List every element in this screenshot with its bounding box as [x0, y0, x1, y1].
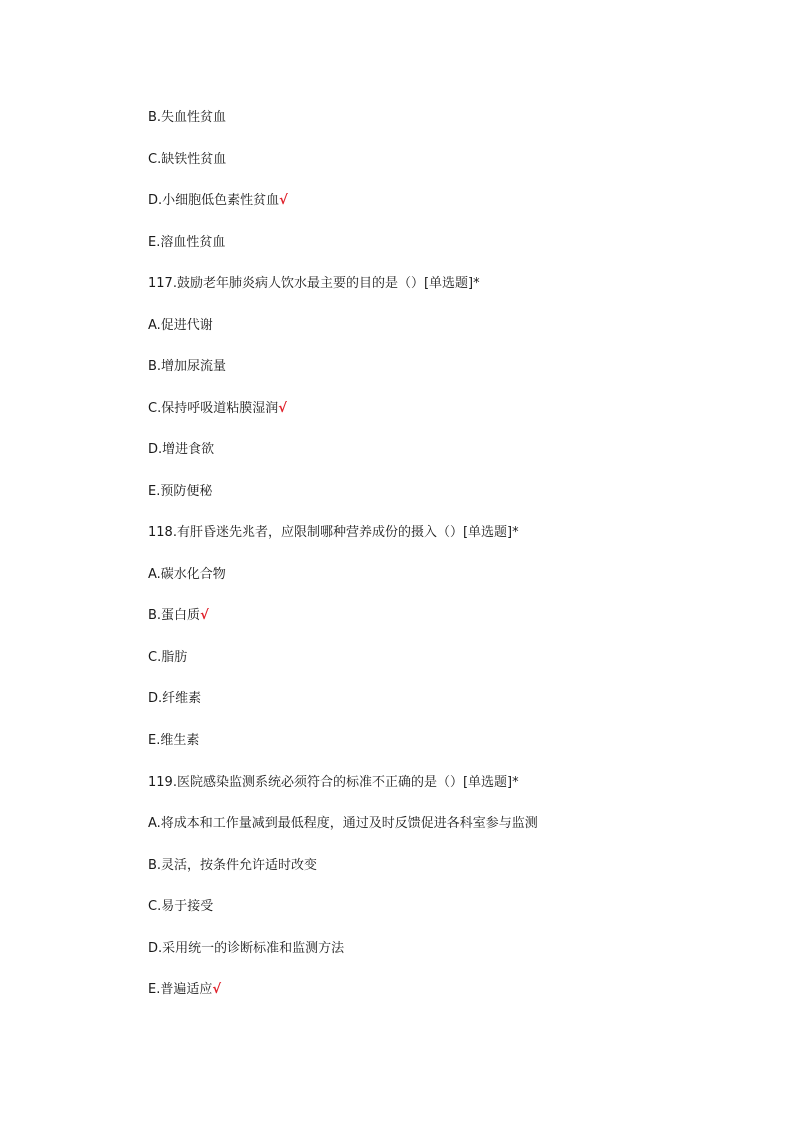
option-line: C.保持呼吸道粘膜湿润√ — [148, 401, 287, 416]
check-mark-icon: √ — [212, 982, 222, 997]
option-line: D.增进食欲 — [148, 442, 215, 457]
option-line: C.缺铁性贫血 — [148, 152, 227, 167]
option-line: B.蛋白质√ — [148, 608, 209, 623]
option-line: C.脂肪 — [148, 650, 188, 665]
check-mark-icon: √ — [279, 193, 288, 208]
check-mark-icon: √ — [200, 608, 209, 623]
question-line: 119.医院感染监测系统必须符合的标准不正确的是（）[单选题]* — [148, 775, 519, 790]
option-line: B.失血性贫血 — [148, 110, 227, 125]
option-line: D.采用统一的诊断标准和监测方法 — [148, 941, 345, 956]
check-mark-icon: √ — [278, 401, 287, 416]
option-line: A.碳水化合物 — [148, 567, 226, 582]
option-line: B.灵活，按条件允许适时改变 — [148, 858, 318, 873]
option-line: A.促进代谢 — [148, 318, 213, 333]
option-line: C.易于接受 — [148, 899, 214, 914]
option-line: E.维生素 — [148, 733, 200, 748]
option-line: E.溶血性贫血 — [148, 235, 226, 250]
question-line: 117.鼓励老年肺炎病人饮水最主要的目的是（）[单选题]* — [148, 276, 480, 291]
option-line: D.纤维素 — [148, 691, 202, 706]
question-line: 118.有肝昏迷先兆者，应限制哪种营养成份的摄入（）[单选题]* — [148, 525, 519, 540]
option-line: A.将成本和工作量减到最低程度，通过及时反馈促进各科室参与监测 — [148, 816, 538, 831]
option-line: D.小细胞低色素性贫血√ — [148, 193, 288, 208]
option-line: B.增加尿流量 — [148, 359, 227, 374]
option-line: E.预防便秘 — [148, 484, 213, 499]
option-line: E.普遍适应√ — [148, 982, 222, 997]
